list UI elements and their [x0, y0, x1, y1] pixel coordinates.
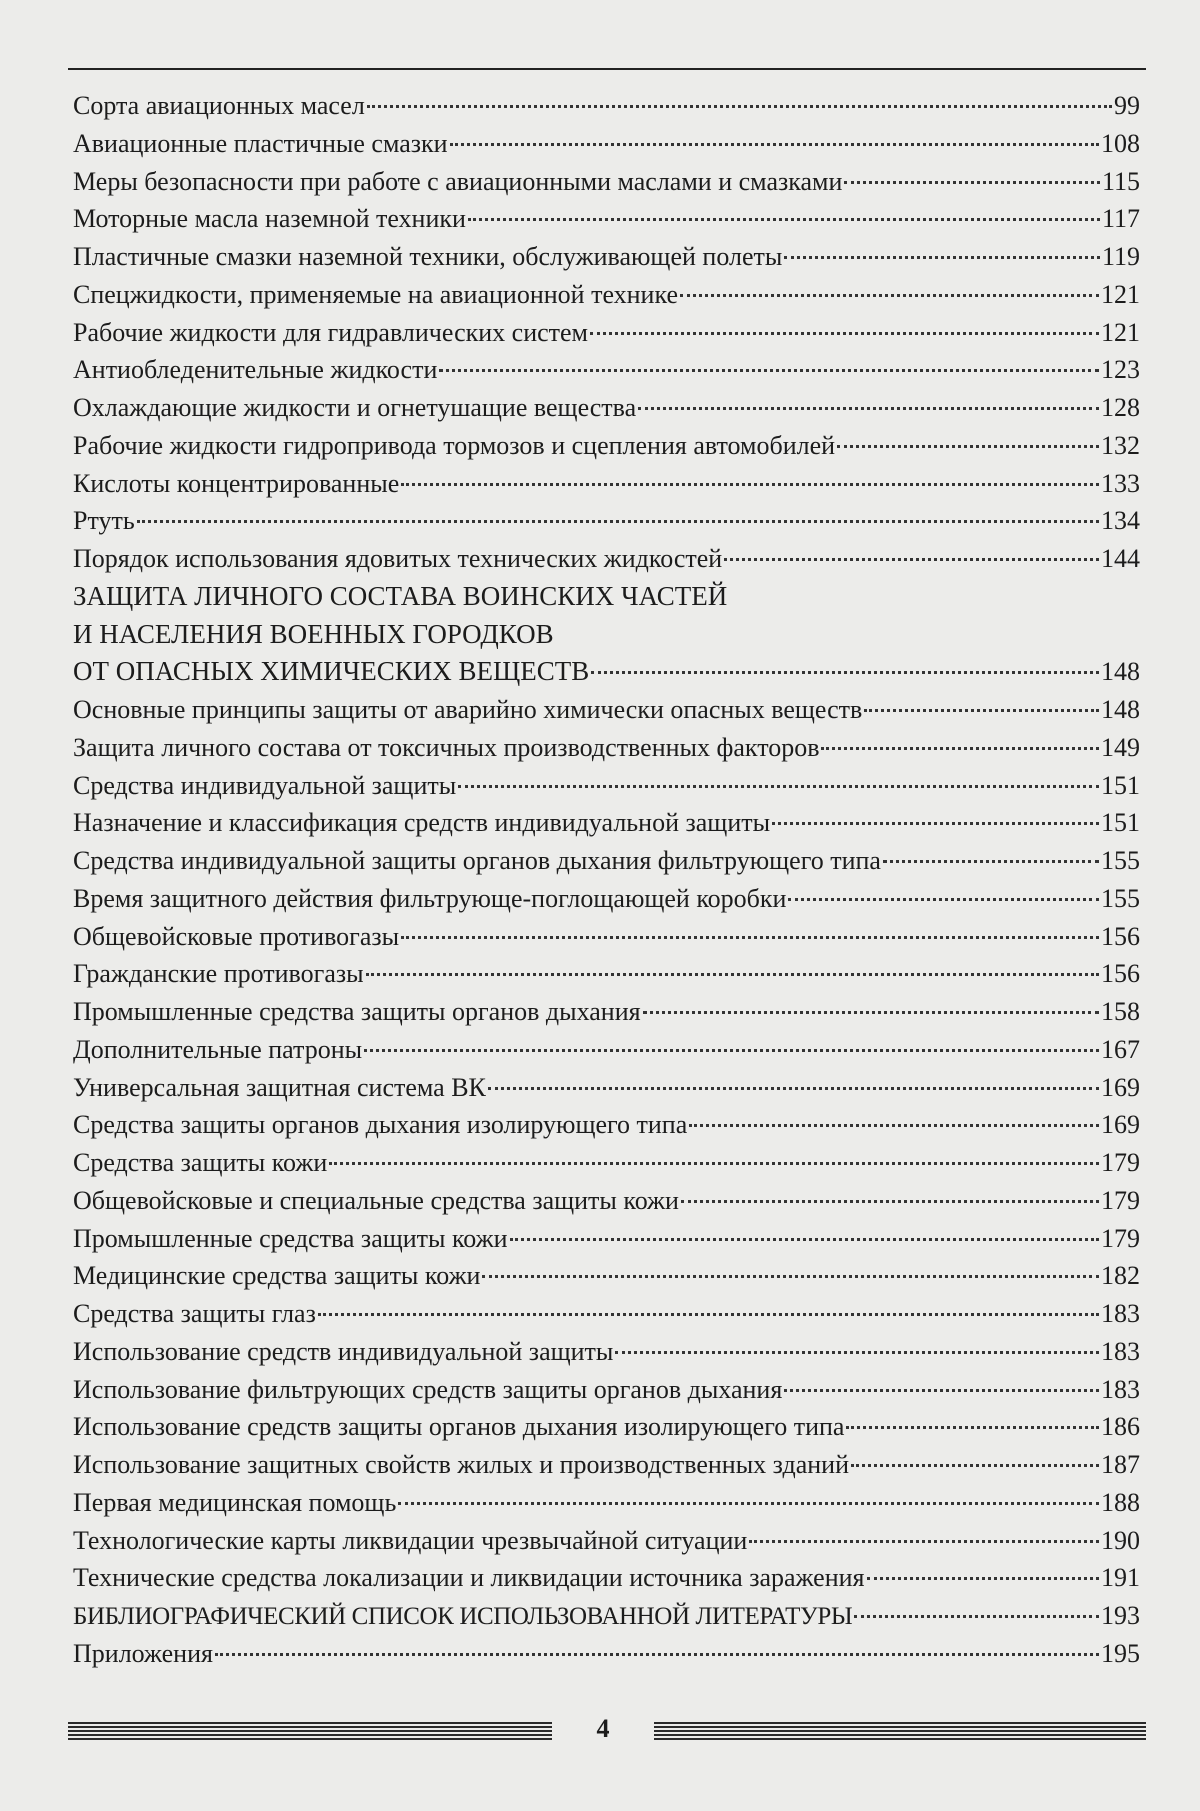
toc-title: Использование средств индивидуальной защиты — [73, 1336, 614, 1366]
toc-page-number: 191 — [1101, 1563, 1140, 1593]
toc-title: Приложения — [73, 1638, 213, 1668]
toc-page-number: 133 — [1101, 468, 1140, 498]
dot-leader — [398, 1502, 1099, 1505]
toc-page-number: 155 — [1101, 883, 1140, 913]
toc-title: Время защитного действия фильтрующе-поглощающей коробки — [73, 883, 787, 913]
toc-title: Промышленные средства защиты органов дыхания — [73, 997, 641, 1026]
toc-page-number: 186 — [1101, 1412, 1140, 1442]
toc-row — [73, 955, 1140, 993]
dot-leader — [784, 1389, 1099, 1392]
dot-leader — [638, 407, 1099, 410]
toc-title: Универсальная защитная система ВК — [73, 1072, 486, 1102]
toc-title: Средства индивидуальной защиты — [73, 770, 457, 800]
dot-leader — [643, 1011, 1099, 1014]
toc-page-number: 115 — [1101, 166, 1140, 196]
toc-page-number: 183 — [1101, 1299, 1140, 1328]
toc-row — [73, 1333, 1140, 1371]
toc-page-number: 190 — [1101, 1525, 1140, 1555]
dot-leader — [366, 973, 1099, 976]
toc-row — [73, 1182, 1140, 1220]
toc-title: Охлаждающие жидкости и огнетушащие вещества — [73, 393, 637, 422]
toc-page-number: 144 — [1101, 544, 1140, 573]
toc-page-number: 148 — [1101, 657, 1140, 687]
toc-page-number: 149 — [1101, 732, 1140, 762]
footer-rule-left — [68, 1722, 552, 1740]
toc-title: Дополнительные патроны — [73, 1034, 363, 1064]
toc-row — [73, 880, 1140, 918]
page-footer — [68, 1714, 1146, 1746]
toc-row — [73, 1408, 1140, 1446]
toc-page-number: 169 — [1101, 1110, 1140, 1140]
dot-leader — [401, 936, 1099, 939]
section-heading-line-1: ЗАЩИТА ЛИЧНОГО СОСТАВА ВОИНСКИХ ЧАСТЕЙ — [73, 580, 728, 611]
toc-page-number: 179 — [1101, 1185, 1140, 1215]
toc-row — [73, 729, 1140, 767]
toc-page-number: 179 — [1101, 1148, 1140, 1177]
toc-title: Промышленные средства защиты кожи — [73, 1223, 508, 1253]
dot-leader — [689, 1124, 1099, 1127]
toc-title: Средства защиты глаз — [73, 1299, 316, 1328]
toc-row — [73, 1069, 1140, 1107]
dot-leader — [329, 1162, 1099, 1165]
toc-title: Антиобледенительные жидкости — [73, 355, 438, 385]
dot-leader — [784, 256, 1100, 259]
toc-row — [73, 163, 1140, 201]
toc-page-number: 169 — [1101, 1072, 1140, 1102]
toc-row — [73, 351, 1140, 389]
toc-entries-bottom — [73, 691, 1140, 1597]
toc-page-number: 183 — [1101, 1336, 1140, 1366]
dot-leader — [837, 445, 1099, 448]
toc-page-number: 187 — [1101, 1450, 1140, 1479]
toc-page-number: 123 — [1101, 355, 1140, 385]
toc-page-number: 121 — [1101, 279, 1140, 309]
toc-title: Использование средств защиты органов дыхания изолирующего типа — [73, 1412, 845, 1442]
dot-leader — [591, 671, 1099, 674]
toc-title: Кислоты концентрированные — [73, 468, 400, 498]
toc-page-number: 188 — [1101, 1487, 1140, 1517]
toc-row — [73, 1522, 1140, 1560]
dot-leader — [864, 709, 1099, 712]
toc-page-number: 148 — [1101, 695, 1140, 724]
toc-row — [73, 1144, 1140, 1182]
toc-page-number: 158 — [1101, 997, 1140, 1026]
toc-title: Рабочие жидкости гидропривода тормозов и сцепления автомобилей — [73, 430, 836, 460]
toc-row — [73, 767, 1140, 805]
toc-row — [73, 1559, 1140, 1597]
toc-page-number: 167 — [1101, 1034, 1140, 1064]
page-number: 4 — [596, 1714, 610, 1743]
toc-title: Сорта авиационных масел — [73, 91, 365, 120]
toc-title: Использование фильтрующих средств защиты органов дыхания — [73, 1374, 783, 1404]
toc-page-number: 119 — [1101, 242, 1140, 271]
toc-row — [73, 1446, 1140, 1484]
toc-page-number: 179 — [1101, 1223, 1140, 1253]
dot-leader — [590, 332, 1099, 335]
toc-page-number: 128 — [1101, 393, 1140, 422]
toc-row — [73, 804, 1140, 842]
toc-title: Медицинские средства защиты кожи — [73, 1261, 481, 1291]
dot-leader — [364, 1049, 1099, 1052]
toc-row-appendix — [73, 1635, 1140, 1673]
toc-row — [73, 389, 1140, 427]
dot-leader — [367, 105, 1112, 108]
dot-leader — [867, 1577, 1100, 1580]
dot-leader — [458, 785, 1099, 788]
toc-title: Средства защиты органов дыхания изолирующего типа — [73, 1110, 688, 1140]
toc-entries-top — [73, 87, 1140, 578]
toc-title: Спецжидкости, применяемые на авиационной технике — [73, 279, 678, 309]
toc-title: Защита личного состава от токсичных производственных факторов — [73, 732, 820, 762]
dot-leader — [137, 520, 1099, 523]
toc-row — [73, 125, 1140, 163]
toc-page-number: 183 — [1101, 1374, 1140, 1404]
toc-title: Авиационные пластичные смазки — [73, 128, 448, 158]
dot-leader — [401, 483, 1099, 486]
toc-title: Гражданские противогазы — [73, 959, 364, 989]
dot-leader — [749, 1540, 1099, 1543]
toc-row — [73, 200, 1140, 238]
toc-page-number: 121 — [1101, 317, 1140, 347]
toc-title: Меры безопасности при работе с авиационными маслами и смазками — [73, 166, 843, 196]
toc-row — [73, 842, 1140, 880]
toc-page-number: 134 — [1101, 506, 1140, 536]
dot-leader — [510, 1238, 1099, 1241]
toc-title: Общевойсковые противогазы — [73, 921, 400, 951]
toc-title: Основные принципы защиты от аварийно химически опасных веществ — [73, 695, 863, 724]
toc-page-number: 117 — [1101, 204, 1140, 234]
toc-title: БИБЛИОГРАФИЧЕСКИЙ СПИСОК ИСПОЛЬЗОВАННОЙ ЛИТЕРАТУРЫ — [73, 1603, 853, 1630]
toc-row — [73, 918, 1140, 956]
toc-row — [73, 1257, 1140, 1295]
toc-title: Моторные масла наземной техники — [73, 204, 466, 234]
toc-title: Рабочие жидкости для гидравлических систем — [73, 317, 588, 347]
toc-page-number: 151 — [1101, 770, 1140, 800]
toc-row — [73, 1031, 1140, 1069]
toc-title: Средства индивидуальной защиты органов дыхания фильтрующего типа — [73, 846, 881, 875]
top-rule — [68, 68, 1146, 70]
dot-leader — [883, 860, 1099, 863]
toc-row — [73, 427, 1140, 465]
toc-row — [73, 540, 1140, 578]
table-of-contents — [73, 87, 1140, 1673]
toc-page-number: 156 — [1101, 959, 1140, 989]
toc-page-number: 132 — [1101, 430, 1140, 460]
toc-row — [73, 465, 1140, 503]
dot-leader — [854, 1615, 1099, 1618]
toc-page-number: 195 — [1101, 1638, 1140, 1668]
toc-row — [73, 691, 1140, 729]
toc-page-number: 156 — [1101, 921, 1140, 951]
toc-row — [73, 993, 1140, 1031]
toc-page-number: 108 — [1101, 128, 1140, 158]
dot-leader — [680, 294, 1099, 297]
toc-row — [73, 1295, 1140, 1333]
toc-row — [73, 1371, 1140, 1409]
toc-row — [73, 276, 1140, 314]
toc-page-number: 182 — [1101, 1261, 1140, 1291]
toc-row — [73, 1484, 1140, 1522]
toc-row — [73, 238, 1140, 276]
toc-row — [73, 502, 1140, 540]
dot-leader — [844, 181, 1100, 184]
toc-row — [73, 314, 1140, 352]
toc-title: Использование защитных свойств жилых и производственных зданий — [73, 1450, 849, 1479]
toc-title: Пластичные смазки наземной техники, обслуживающей полеты — [73, 242, 783, 271]
toc-title: Назначение и классификация средств индивидуальной защиты — [73, 808, 771, 838]
dot-leader — [318, 1313, 1099, 1316]
dot-leader — [681, 1200, 1099, 1203]
toc-title: Технические средства локализации и ликвидации источника заражения — [73, 1563, 865, 1593]
dot-leader — [772, 822, 1099, 825]
toc-title: Средства защиты кожи — [73, 1148, 328, 1177]
dot-leader — [615, 1351, 1099, 1354]
dot-leader — [846, 1426, 1099, 1429]
dot-leader — [821, 747, 1099, 750]
toc-title: Порядок использования ядовитых технических жидкостей — [73, 544, 723, 573]
toc-title: Ртуть — [73, 506, 135, 536]
toc-row — [73, 87, 1140, 125]
toc-title: Технологические карты ликвидации чрезвычайной ситуации — [73, 1525, 748, 1555]
toc-page-number: 155 — [1101, 846, 1140, 875]
dot-leader — [215, 1653, 1099, 1656]
toc-title: Общевойсковые и специальные средства защиты кожи — [73, 1185, 679, 1215]
toc-title: Первая медицинская помощь — [73, 1487, 397, 1517]
section-heading-line-2: И НАСЕЛЕНИЯ ВОЕННЫХ ГОРОДКОВ — [73, 618, 554, 649]
footer-rule-right — [654, 1722, 1146, 1740]
dot-leader — [468, 218, 1100, 221]
dot-leader — [450, 143, 1099, 146]
toc-row — [73, 1106, 1140, 1144]
dot-leader — [724, 558, 1099, 561]
toc-page-number: 193 — [1101, 1601, 1140, 1630]
toc-row — [73, 1220, 1140, 1258]
dot-leader — [488, 1087, 1099, 1090]
dot-leader — [788, 898, 1099, 901]
dot-leader — [851, 1464, 1099, 1467]
section-heading-line-3: ОТ ОПАСНЫХ ХИМИЧЕСКИХ ВЕЩЕСТВ — [73, 656, 590, 687]
toc-row-section — [73, 653, 1140, 691]
toc-row-bibliography — [73, 1597, 1140, 1635]
dot-leader — [439, 369, 1099, 372]
toc-page-number: 151 — [1101, 808, 1140, 838]
toc-page-number: 99 — [1114, 91, 1140, 120]
dot-leader — [482, 1275, 1099, 1278]
